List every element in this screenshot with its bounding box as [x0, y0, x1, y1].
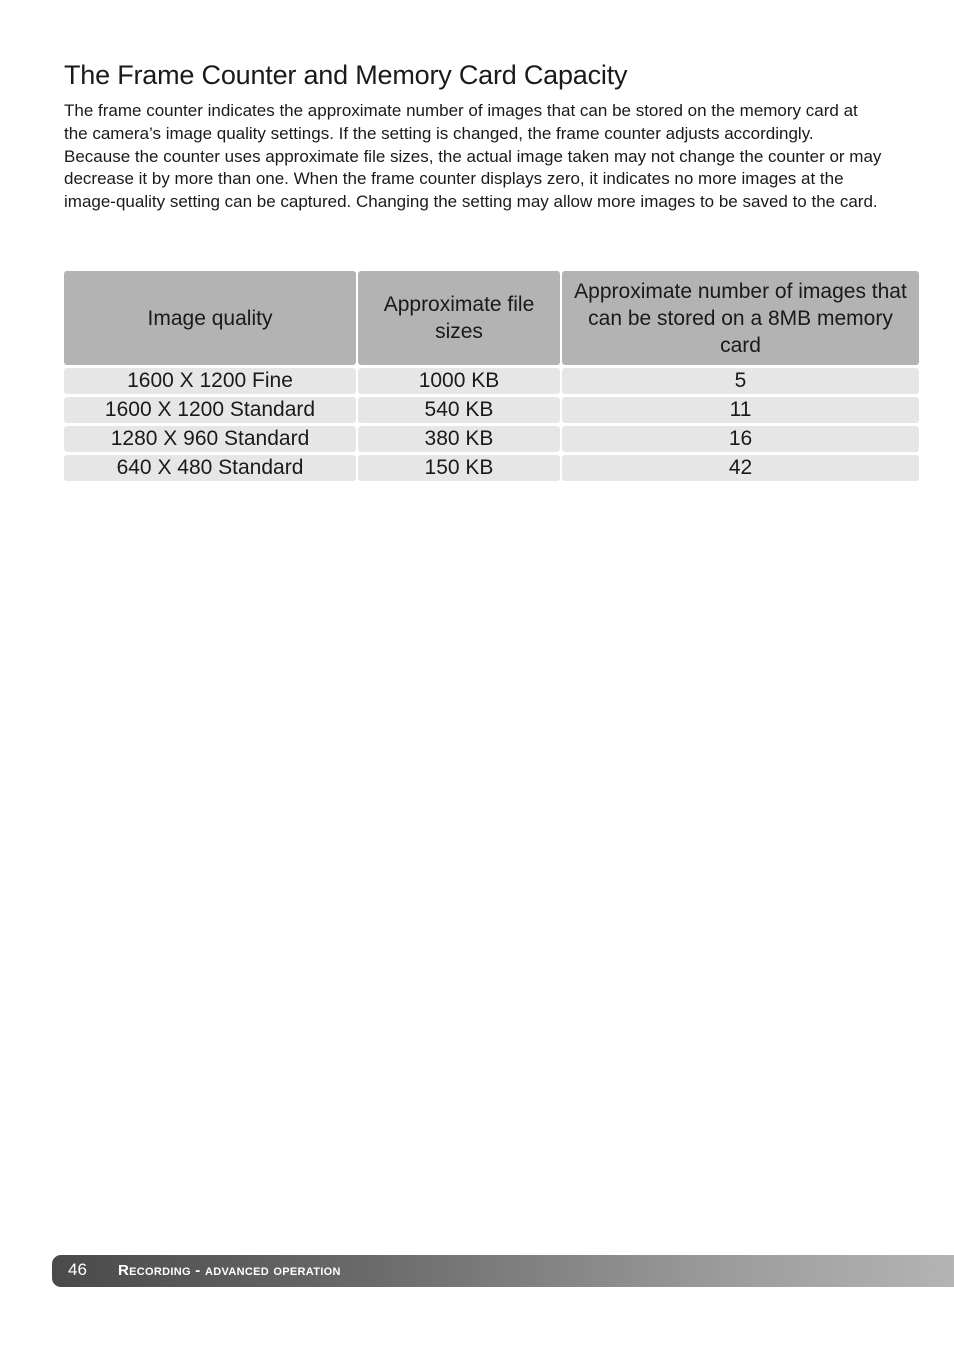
- cell-image-quality: 1600 X 1200 Fine: [64, 368, 356, 394]
- header-file-size: Approximate file sizes: [358, 271, 560, 365]
- page-title: The Frame Counter and Memory Card Capacity: [64, 60, 628, 90]
- table-row: [64, 397, 919, 423]
- table-header-row: [64, 271, 919, 365]
- table-row: [64, 426, 919, 452]
- cell-image-quality: 1600 X 1200 Standard: [64, 397, 356, 423]
- cell-image-count: 11: [562, 397, 919, 423]
- cell-image-count: 16: [562, 426, 919, 452]
- cell-file-size: 1000 KB: [358, 368, 560, 394]
- table-row: [64, 368, 919, 394]
- table-row: [64, 455, 919, 481]
- cell-file-size: 380 KB: [358, 426, 560, 452]
- cell-file-size: 150 KB: [358, 455, 560, 481]
- cell-image-count: 5: [562, 368, 919, 394]
- cell-image-quality: 1280 X 960 Standard: [64, 426, 356, 452]
- page-number: 46: [68, 1260, 87, 1279]
- cell-file-size: 540 KB: [358, 397, 560, 423]
- cell-image-quality: 640 X 480 Standard: [64, 455, 356, 481]
- intro-paragraph: The frame counter indicates the approximate number of images that can be stored on the memory card at the camera’s image quality settings. If the setting is changed, the frame counter adjusts accordingly. Because the counter uses approximate file sizes, the actual image taken may not change the counter or may decrease it by more than one. When the frame counter displays zero, it indicates no more images at the image-quality setting can be captured. Changing the setting may allow more images to be saved to the card.: [64, 101, 882, 212]
- section-name: Recording - advanced operation: [118, 1262, 341, 1279]
- cell-image-count: 42: [562, 455, 919, 481]
- capacity-table: [62, 268, 921, 484]
- footer-bar: [52, 1255, 954, 1287]
- header-image-quality: Image quality: [64, 271, 356, 365]
- header-image-count: Approximate number of images that can be stored on a 8MB memory card: [562, 271, 919, 365]
